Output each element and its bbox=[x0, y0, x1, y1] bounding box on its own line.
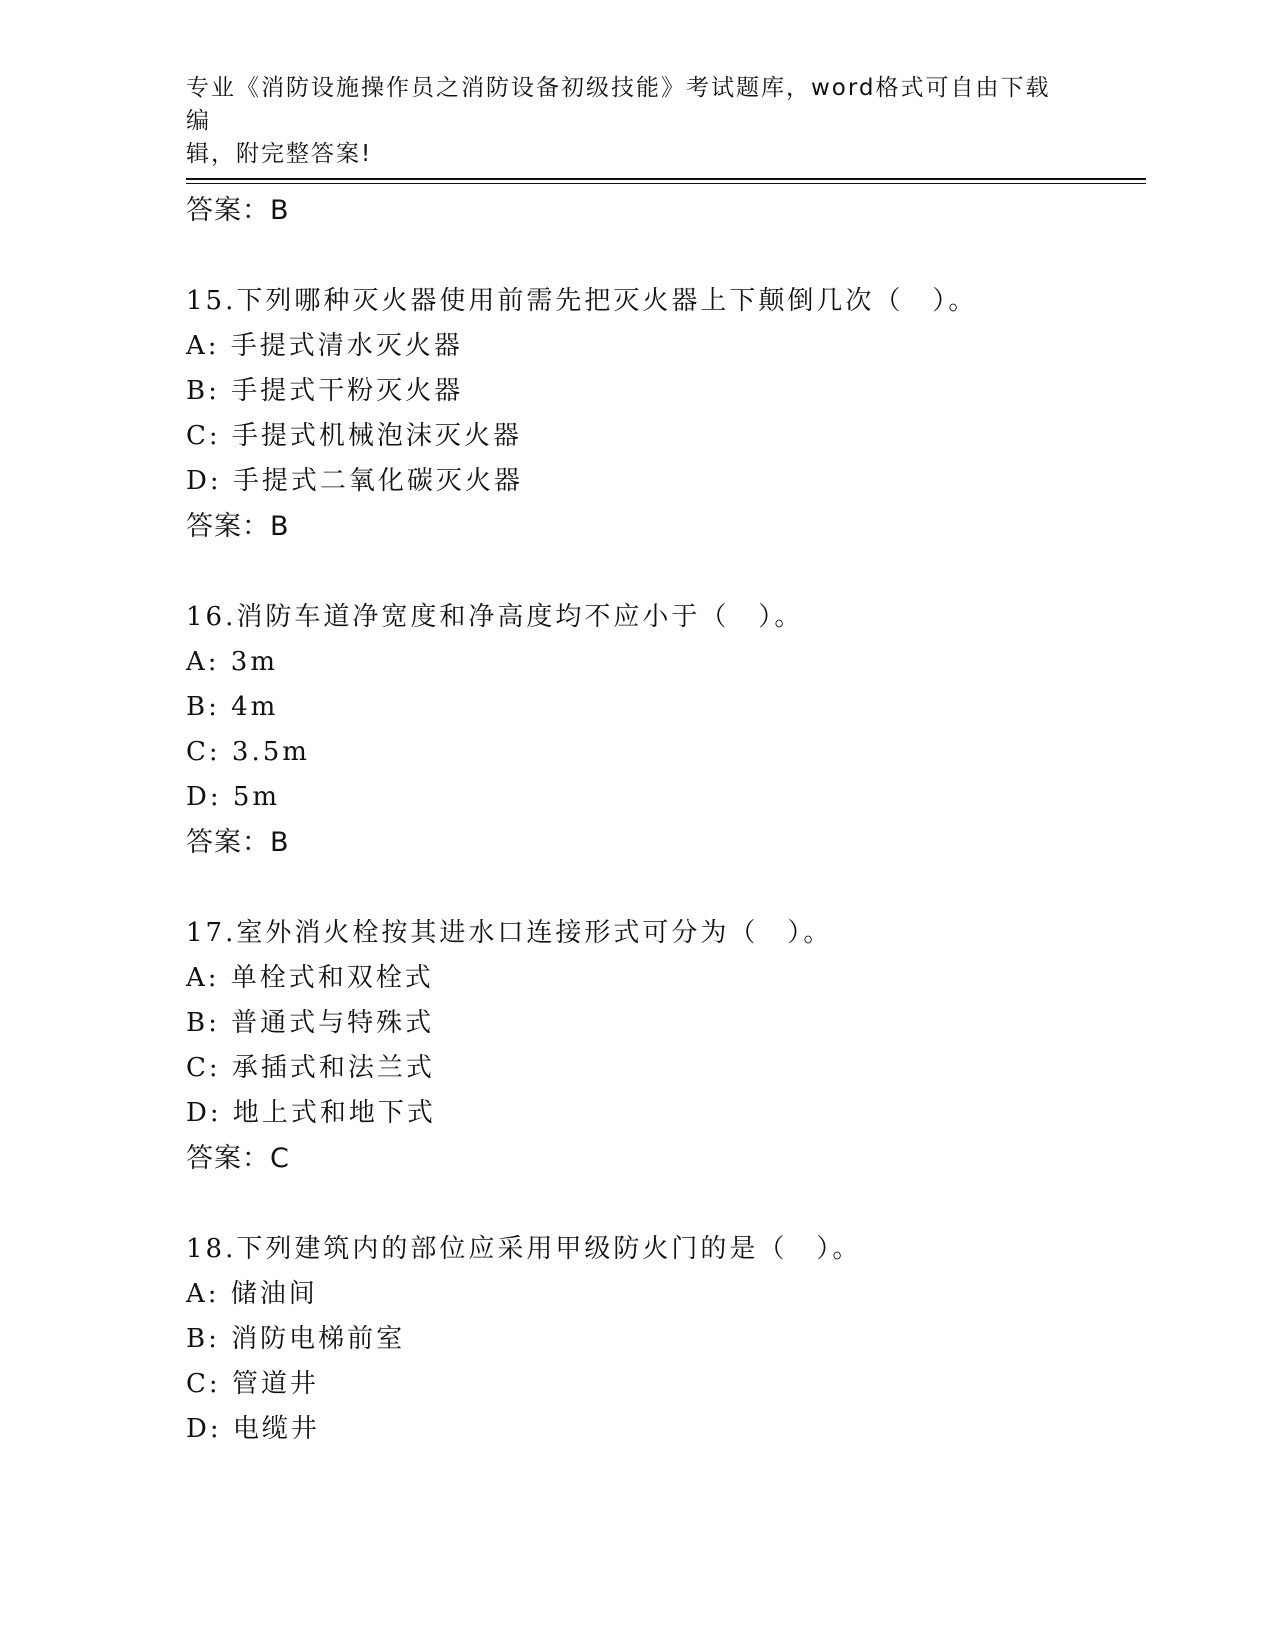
question-text: 18.下列建筑内的部位应采用甲级防火门的是（ ）。 bbox=[186, 1234, 862, 1264]
option-d: D: 手提式二氧化碳灭火器 bbox=[186, 466, 523, 496]
header-line-1: 专业《消防设施操作员之消防设备初级技能》考试题库，word格式可自由下载编 bbox=[186, 75, 1051, 134]
option-a: A: 单栓式和双栓式 bbox=[186, 963, 434, 993]
option-d: D: 地上式和地下式 bbox=[186, 1098, 436, 1128]
option-c: C: 3.5m bbox=[186, 737, 310, 767]
option-b: B: 消防电梯前室 bbox=[186, 1324, 406, 1354]
answer-line: 答案：B bbox=[186, 195, 290, 226]
spacer bbox=[186, 865, 1146, 911]
document-header bbox=[186, 72, 1056, 171]
option-d: D: 5m bbox=[186, 782, 281, 812]
option-b: B: 手提式干粉灭火器 bbox=[186, 376, 464, 406]
answer-line: 答案：B bbox=[186, 827, 290, 858]
option-c: C: 管道井 bbox=[186, 1369, 319, 1399]
header-line-2: 辑，附完整答案! bbox=[186, 141, 373, 167]
option-a: A: 3m bbox=[186, 647, 278, 677]
question-block-16 bbox=[186, 595, 1146, 865]
question-text: 15.下列哪种灭火器使用前需先把灭火器上下颠倒几次（ ）。 bbox=[186, 286, 978, 316]
spacer bbox=[186, 1181, 1146, 1227]
spacer bbox=[186, 549, 1146, 595]
question-block-18 bbox=[186, 1227, 1146, 1452]
option-d: D: 电缆井 bbox=[186, 1414, 320, 1444]
question-text: 16.消防车道净宽度和净高度均不应小于（ ）。 bbox=[186, 602, 804, 632]
question-block-17 bbox=[186, 911, 1146, 1181]
option-b: B: 普通式与特殊式 bbox=[186, 1008, 435, 1038]
option-b: B: 4m bbox=[186, 692, 279, 722]
question-list bbox=[186, 188, 1146, 1452]
answer-line: 答案：B bbox=[186, 511, 290, 542]
option-a: A: 储油间 bbox=[186, 1279, 318, 1309]
option-c: C: 手提式机械泡沫灭火器 bbox=[186, 421, 522, 451]
header-divider-thin bbox=[186, 183, 1146, 184]
question-text: 17.室外消火栓按其进水口连接形式可分为（ ）。 bbox=[186, 918, 833, 948]
spacer bbox=[186, 233, 1146, 279]
question-block-15 bbox=[186, 279, 1146, 549]
answer-line: 答案：C bbox=[186, 1143, 290, 1174]
option-c: C: 承插式和法兰式 bbox=[186, 1053, 435, 1083]
option-a: A: 手提式清水灭火器 bbox=[186, 331, 463, 361]
header-divider-thick bbox=[186, 178, 1146, 180]
